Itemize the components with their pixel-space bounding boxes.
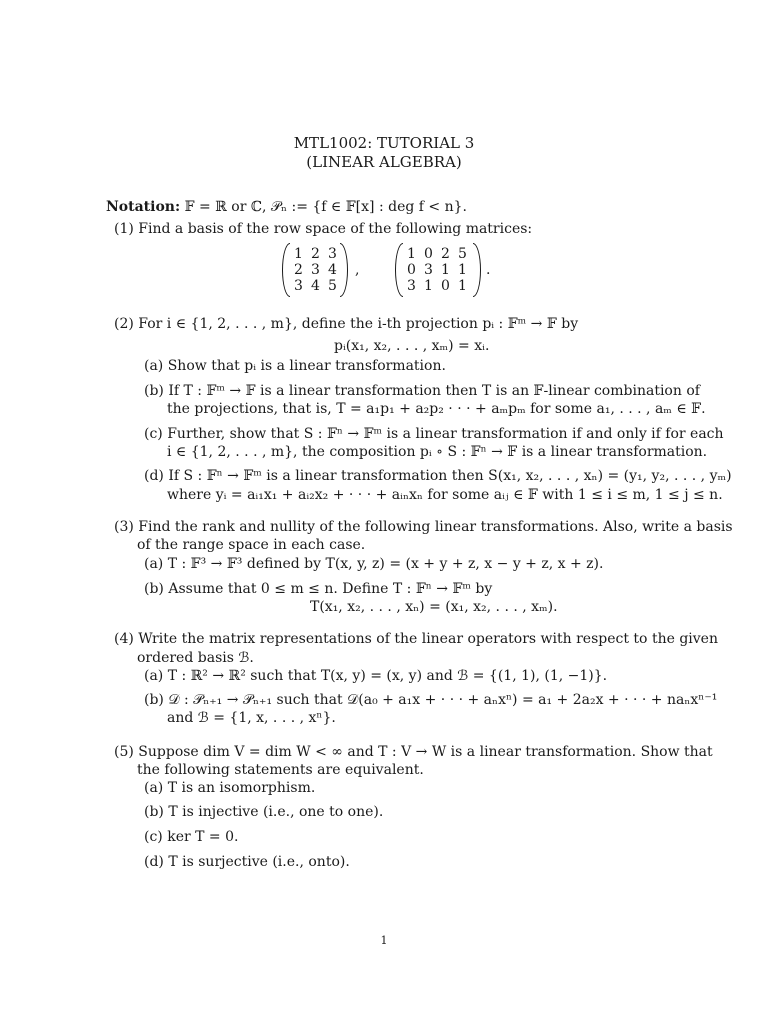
- notation-line: [106, 198, 467, 216]
- question-3-cont: of the range space in each case.: [137, 537, 366, 553]
- question-3a: (a) T : 𝔽³ → 𝔽³ defined by T(x, y, z) = (x + y + z, x − y + z, x + z).: [144, 556, 604, 572]
- question-2b-cont: the projections, that is, T = a₁p₁ + a₂p₂ · · · + aₘpₘ for some a₁, . . . , aₘ ∈ 𝔽.: [167, 401, 706, 417]
- document-title: MTL1002: TUTORIAL 3: [293, 134, 475, 152]
- matrix-entry: 3: [407, 278, 416, 294]
- question-4-cont: ordered basis ℬ.: [137, 650, 254, 666]
- matrix-entry: 5: [458, 246, 467, 262]
- question-2: (2) For i ∈ {1, 2, . . . , m}, define the i-th projection pᵢ : 𝔽ᵐ → 𝔽 by: [114, 316, 579, 332]
- matrix-a: [282, 243, 348, 297]
- matrix-entry: 1: [294, 246, 303, 262]
- question-2d-cont: where yᵢ = aᵢ₁x₁ + aᵢ₂x₂ + · · · + aᵢₙxₙ for some aᵢⱼ ∈ 𝔽 with 1 ≤ i ≤ m, 1 ≤ j ≤ n.: [167, 487, 723, 503]
- right-paren: [473, 243, 481, 297]
- matrix-entry: 3: [328, 246, 337, 262]
- matrix-entry: 1: [424, 278, 433, 294]
- matrix-entry: 3: [294, 278, 303, 294]
- question-2b: (b) If T : 𝔽ᵐ → 𝔽 is a linear transformation then T is an 𝔽-linear combination of: [144, 383, 700, 399]
- matrix-b: [395, 243, 481, 297]
- question-5d: (d) T is surjective (i.e., onto).: [144, 854, 350, 870]
- matrix-end: .: [486, 262, 491, 278]
- matrix-entry: 0: [407, 262, 416, 278]
- question-4b: (b) 𝒟 : 𝒫ₙ₊₁ → 𝒫ₙ₊₁ such that 𝒟(a₀ + a₁x + · · · + aₙxⁿ) = a₁ + 2a₂x + · · · + naₙxⁿ⁻¹: [144, 692, 718, 708]
- question-5b: (b) T is injective (i.e., one to one).: [144, 804, 384, 820]
- question-5-cont: the following statements are equivalent.: [137, 762, 424, 778]
- notation-label: Notation:: [106, 199, 181, 215]
- left-paren: [282, 243, 290, 297]
- question-2d: (d) If S : 𝔽ⁿ → 𝔽ᵐ is a linear transformation then S(x₁, x₂, . . . , xₙ) = (y₁, y₂, . . . , yₘ): [144, 468, 732, 484]
- page-number: 1: [380, 934, 388, 947]
- matrix-b-entries: [403, 246, 471, 294]
- matrix-entry: 2: [311, 246, 320, 262]
- question-2a: (a) Show that pᵢ is a linear transformation.: [144, 358, 446, 374]
- document-subtitle: (LINEAR ALGEBRA): [306, 153, 462, 171]
- matrix-a-entries: [290, 246, 341, 294]
- matrix-separator: ,: [355, 262, 360, 278]
- matrix-entry: 2: [441, 246, 450, 262]
- question-5a: (a) T is an isomorphism.: [144, 780, 316, 796]
- question-2c: (c) Further, show that S : 𝔽ⁿ → 𝔽ᵐ is a linear transformation if and only if for each: [144, 426, 724, 442]
- left-paren: [395, 243, 403, 297]
- question-4: (4) Write the matrix representations of the linear operators with respect to the given: [114, 631, 718, 647]
- matrix-entry: 4: [311, 278, 320, 294]
- notation-text: 𝔽 = ℝ or ℂ, 𝒫ₙ := {f ∈ 𝔽[x] : deg f < n}.: [184, 199, 467, 215]
- question-3b: (b) Assume that 0 ≤ m ≤ n. Define T : 𝔽ⁿ → 𝔽ᵐ by: [144, 581, 493, 597]
- matrix-entry: 0: [441, 278, 450, 294]
- question-5c: (c) ker T = 0.: [144, 829, 239, 845]
- question-2c-cont: i ∈ {1, 2, . . . , m}, the composition pᵢ ∘ S : 𝔽ⁿ → 𝔽 is a linear transformation.: [167, 444, 708, 460]
- question-3b-formula: T(x₁, x₂, . . . , xₙ) = (x₁, x₂, . . . , xₘ).: [310, 599, 558, 615]
- projection-formula: pᵢ(x₁, x₂, . . . , xₘ) = xᵢ.: [334, 338, 490, 354]
- question-1: (1) Find a basis of the row space of the following matrices:: [114, 221, 533, 237]
- question-4a: (a) T : ℝ² → ℝ² such that T(x, y) = (x, y) and ℬ = {(1, 1), (1, −1)}.: [144, 668, 608, 684]
- right-paren: [340, 243, 348, 297]
- matrix-entry: 3: [311, 262, 320, 278]
- question-3: (3) Find the rank and nullity of the following linear transformations. Also, write a basis: [114, 519, 733, 535]
- question-5: (5) Suppose dim V = dim W < ∞ and T : V → W is a linear transformation. Show that: [114, 744, 713, 760]
- matrix-entry: 5: [328, 278, 337, 294]
- matrix-entry: 1: [407, 246, 416, 262]
- matrix-entry: 1: [458, 262, 467, 278]
- matrix-entry: 0: [424, 246, 433, 262]
- matrix-entry: 2: [294, 262, 303, 278]
- matrix-entry: 1: [458, 278, 467, 294]
- matrix-entry: 3: [424, 262, 433, 278]
- question-4b-cont: and ℬ = {1, x, . . . , xⁿ}.: [167, 710, 336, 726]
- matrix-entry: 4: [328, 262, 337, 278]
- matrix-entry: 1: [441, 262, 450, 278]
